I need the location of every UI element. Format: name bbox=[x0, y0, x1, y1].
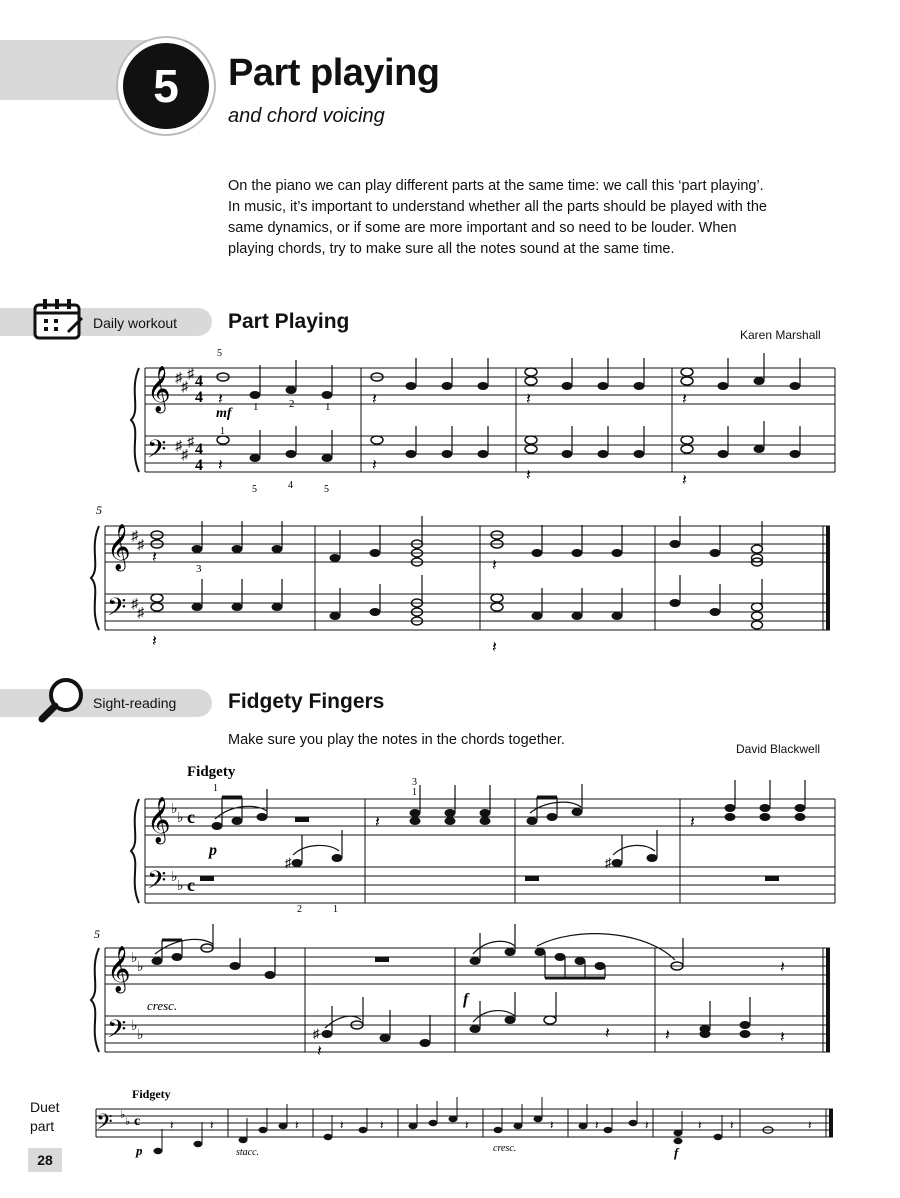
svg-text:𝄽: 𝄽 bbox=[665, 1027, 670, 1044]
svg-text:𝄢: 𝄢 bbox=[96, 1110, 113, 1139]
fidgety-fingers-system-1 bbox=[125, 757, 840, 917]
part-playing-composer: Karen Marshall bbox=[740, 328, 821, 342]
svg-text:4: 4 bbox=[195, 373, 203, 390]
svg-text:𝄢: 𝄢 bbox=[147, 867, 167, 900]
chapter-title: Part playing bbox=[228, 52, 440, 94]
fidgety-fingers-title: Fidgety Fingers bbox=[228, 690, 385, 713]
svg-text:𝄽: 𝄽 bbox=[372, 391, 377, 408]
svg-text:𝄽: 𝄽 bbox=[682, 472, 687, 489]
svg-text:♭: ♭ bbox=[137, 1028, 144, 1043]
svg-text:5: 5 bbox=[252, 484, 257, 495]
svg-text:𝄢: 𝄢 bbox=[147, 436, 167, 469]
svg-text:𝄽: 𝄽 bbox=[690, 814, 695, 831]
svg-text:𝄽: 𝄽 bbox=[170, 1118, 174, 1132]
svg-text:♯: ♯ bbox=[187, 435, 194, 450]
svg-text:stacc.: stacc. bbox=[236, 1147, 260, 1158]
svg-text:♯: ♯ bbox=[175, 439, 182, 454]
svg-text:𝄽: 𝄽 bbox=[340, 1118, 344, 1132]
svg-text:♭: ♭ bbox=[131, 951, 138, 966]
chapter-number-badge: 5 bbox=[118, 38, 214, 134]
svg-text:5: 5 bbox=[324, 484, 329, 495]
svg-text:𝄽: 𝄽 bbox=[698, 1118, 702, 1132]
svg-text:♯: ♯ bbox=[181, 380, 188, 395]
duet-label-line-1: Duet bbox=[30, 1099, 60, 1115]
sight-reading-instruction: Make sure you play the notes in the chords together. bbox=[228, 732, 565, 748]
svg-text:f: f bbox=[463, 991, 469, 1008]
svg-text:♯: ♯ bbox=[175, 371, 182, 386]
svg-text:5: 5 bbox=[96, 503, 102, 517]
svg-text:𝄽: 𝄽 bbox=[295, 1118, 299, 1132]
svg-text:♭: ♭ bbox=[171, 870, 178, 885]
svg-text:𝄞: 𝄞 bbox=[107, 946, 131, 991]
svg-text:4: 4 bbox=[195, 457, 203, 474]
svg-text:1: 1 bbox=[412, 787, 417, 798]
svg-text:cresc.: cresc. bbox=[147, 998, 178, 1013]
svg-text:𝄽: 𝄽 bbox=[730, 1118, 734, 1132]
svg-text:♭: ♭ bbox=[131, 1019, 138, 1034]
svg-text:𝄞: 𝄞 bbox=[147, 366, 171, 411]
svg-text:𝄢: 𝄢 bbox=[107, 1016, 127, 1049]
svg-text:4: 4 bbox=[288, 480, 293, 491]
svg-text:♯: ♯ bbox=[137, 538, 144, 553]
svg-text:2: 2 bbox=[289, 398, 295, 410]
svg-text:♭: ♭ bbox=[125, 1116, 131, 1128]
duet-part-staff bbox=[88, 1085, 840, 1160]
svg-text:mf: mf bbox=[216, 406, 232, 421]
svg-text:𝄞: 𝄞 bbox=[147, 797, 171, 842]
svg-text:𝄽: 𝄽 bbox=[372, 457, 377, 474]
svg-text:𝄽: 𝄽 bbox=[375, 814, 380, 831]
svg-text:4: 4 bbox=[195, 389, 203, 406]
svg-text:♯: ♯ bbox=[605, 855, 612, 870]
svg-text:f: f bbox=[674, 1145, 679, 1160]
svg-text:𝄽: 𝄽 bbox=[492, 639, 497, 656]
svg-text:1: 1 bbox=[325, 401, 331, 413]
svg-text:𝄽: 𝄽 bbox=[780, 1029, 785, 1046]
duet-part-label bbox=[30, 1098, 60, 1136]
part-playing-title: Part Playing bbox=[228, 310, 350, 333]
svg-text:c: c bbox=[134, 1114, 141, 1129]
calendar-icon bbox=[30, 296, 86, 342]
svg-text:cresc.: cresc. bbox=[493, 1143, 517, 1154]
svg-text:♭: ♭ bbox=[177, 811, 184, 826]
svg-text:♯: ♯ bbox=[313, 1026, 320, 1041]
svg-text:1: 1 bbox=[220, 426, 225, 437]
svg-text:𝄽: 𝄽 bbox=[492, 557, 497, 574]
svg-text:1: 1 bbox=[253, 401, 259, 413]
svg-text:𝄞: 𝄞 bbox=[107, 524, 131, 569]
svg-text:𝄽: 𝄽 bbox=[152, 633, 157, 650]
fidgety-fingers-composer: David Blackwell bbox=[736, 742, 821, 756]
svg-text:𝄽: 𝄽 bbox=[595, 1118, 599, 1132]
intro-paragraph: On the piano we can play different parts at the same time: we call this ‘part playing’. In music, it’s important to understand whether all the parts should be played with the same dynamics, or if some are more important and so need to be louder. When playing chords, try to make sure all the notes sound at the same time. bbox=[228, 178, 767, 257]
svg-text:4: 4 bbox=[195, 441, 203, 458]
duet-label-line-2: part bbox=[30, 1118, 55, 1134]
svg-text:♯: ♯ bbox=[137, 606, 144, 621]
svg-text:p: p bbox=[136, 1143, 143, 1158]
sight-reading-label: Sight-reading bbox=[93, 695, 177, 711]
svg-text:Fidgety: Fidgety bbox=[187, 764, 236, 780]
svg-text:𝄽: 𝄽 bbox=[218, 391, 223, 408]
fidgety-fingers-system-2 bbox=[85, 920, 840, 1070]
svg-text:♭: ♭ bbox=[177, 879, 184, 894]
svg-text:♭: ♭ bbox=[120, 1109, 126, 1121]
svg-text:2: 2 bbox=[297, 904, 302, 915]
svg-text:♯: ♯ bbox=[131, 529, 138, 544]
part-playing-system-2 bbox=[85, 500, 840, 660]
svg-text:𝄽: 𝄽 bbox=[317, 1043, 322, 1060]
magnifier-icon bbox=[36, 675, 92, 725]
svg-text:𝄽: 𝄽 bbox=[808, 1118, 812, 1132]
svg-text:𝄽: 𝄽 bbox=[380, 1118, 384, 1132]
svg-text:3: 3 bbox=[412, 777, 417, 788]
svg-text:5: 5 bbox=[94, 927, 100, 941]
svg-text:c: c bbox=[187, 875, 195, 895]
svg-text:𝄽: 𝄽 bbox=[526, 391, 531, 408]
chapter-subtitle: and chord voicing bbox=[228, 105, 385, 127]
svg-text:𝄽: 𝄽 bbox=[605, 1025, 610, 1042]
svg-text:♭: ♭ bbox=[171, 802, 178, 817]
svg-text:𝄽: 𝄽 bbox=[682, 391, 687, 408]
svg-text:𝄽: 𝄽 bbox=[645, 1118, 649, 1132]
svg-text:♭: ♭ bbox=[137, 960, 144, 975]
svg-text:♯: ♯ bbox=[181, 448, 188, 463]
svg-text:p: p bbox=[209, 842, 217, 859]
daily-workout-label: Daily workout bbox=[93, 315, 178, 331]
svg-text:𝄽: 𝄽 bbox=[780, 959, 785, 976]
svg-text:𝄽: 𝄽 bbox=[152, 549, 157, 566]
svg-text:♯: ♯ bbox=[131, 597, 138, 612]
svg-text:1: 1 bbox=[213, 783, 218, 794]
svg-text:3: 3 bbox=[196, 563, 202, 575]
svg-text:𝄽: 𝄽 bbox=[218, 457, 223, 474]
svg-text:♯: ♯ bbox=[187, 367, 194, 382]
svg-text:𝄽: 𝄽 bbox=[550, 1118, 554, 1132]
svg-text:𝄽: 𝄽 bbox=[210, 1118, 214, 1132]
svg-text:1: 1 bbox=[333, 904, 338, 915]
svg-text:Fidgety: Fidgety bbox=[132, 1087, 171, 1101]
page-number: 28 bbox=[28, 1148, 62, 1172]
svg-text:𝄽: 𝄽 bbox=[465, 1118, 469, 1132]
svg-text:5: 5 bbox=[217, 348, 222, 359]
svg-text:𝄽: 𝄽 bbox=[526, 467, 531, 484]
part-playing-system-1 bbox=[125, 340, 840, 500]
svg-text:c: c bbox=[187, 807, 195, 827]
svg-text:𝄢: 𝄢 bbox=[107, 594, 127, 627]
svg-text:♯: ♯ bbox=[285, 855, 292, 870]
